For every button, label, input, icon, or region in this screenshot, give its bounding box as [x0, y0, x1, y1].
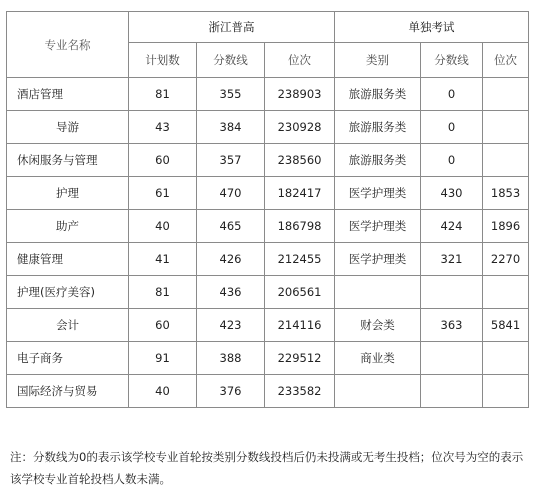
- exam-score-cell: [421, 276, 483, 309]
- plan-count-cell: 60: [129, 309, 197, 342]
- score-line-cell: 465: [197, 210, 265, 243]
- major-name-cell: 酒店管理: [7, 78, 129, 111]
- major-name-cell: 助产: [7, 210, 129, 243]
- plan-count-cell: 81: [129, 276, 197, 309]
- exam-rank-cell: 2270: [483, 243, 529, 276]
- exam-score-cell: 363: [421, 309, 483, 342]
- category-cell: 医学护理类: [335, 243, 421, 276]
- score-line-cell: 388: [197, 342, 265, 375]
- exam-rank-cell: 1896: [483, 210, 529, 243]
- exam-score-cell: 0: [421, 78, 483, 111]
- rank-cell: 229512: [265, 342, 335, 375]
- separate-exam-header: 单独考试: [335, 12, 529, 43]
- category-cell: 商业类: [335, 342, 421, 375]
- category-cell: 旅游服务类: [335, 78, 421, 111]
- category-cell: [335, 375, 421, 408]
- rank-cell: 238903: [265, 78, 335, 111]
- plan-count-cell: 41: [129, 243, 197, 276]
- rank-cell: 182417: [265, 177, 335, 210]
- exam-score-cell: 0: [421, 111, 483, 144]
- major-name-cell: 护理(医疗美容): [7, 276, 129, 309]
- plan-count-header: 计划数: [129, 43, 197, 78]
- plan-count-cell: 40: [129, 210, 197, 243]
- major-name-header: 专业名称: [7, 12, 129, 78]
- score-line-cell: 426: [197, 243, 265, 276]
- exam-rank-header: 位次: [483, 43, 529, 78]
- score-line-cell: 423: [197, 309, 265, 342]
- exam-rank-cell: [483, 375, 529, 408]
- table-row: [7, 111, 529, 144]
- category-header: 类别: [335, 43, 421, 78]
- score-line-cell: 436: [197, 276, 265, 309]
- plan-count-cell: 61: [129, 177, 197, 210]
- exam-rank-cell: 1853: [483, 177, 529, 210]
- footnote: 注：分数线为0的表示该学校专业首轮按类别分数线投档后仍未投满或无考生投档；位次号为空的表示该学校专业首轮投档人数未满。: [10, 450, 524, 486]
- score-line-header: 分数线: [197, 43, 265, 78]
- major-name-cell: 国际经济与贸易: [7, 375, 129, 408]
- exam-score-cell: 430: [421, 177, 483, 210]
- table-row: [7, 177, 529, 210]
- major-name-cell: 导游: [7, 111, 129, 144]
- table-row: [7, 78, 529, 111]
- category-cell: [335, 276, 421, 309]
- exam-rank-cell: 5841: [483, 309, 529, 342]
- rank-cell: 214116: [265, 309, 335, 342]
- plan-count-cell: 91: [129, 342, 197, 375]
- table-row: [7, 309, 529, 342]
- admission-table: [6, 11, 529, 408]
- rank-cell: 238560: [265, 144, 335, 177]
- exam-score-cell: 424: [421, 210, 483, 243]
- exam-rank-cell: [483, 78, 529, 111]
- zhejiang-general-header: 浙江普高: [129, 12, 335, 43]
- major-name-cell: 会计: [7, 309, 129, 342]
- exam-rank-cell: [483, 342, 529, 375]
- rank-cell: 186798: [265, 210, 335, 243]
- score-line-cell: 357: [197, 144, 265, 177]
- score-line-cell: 355: [197, 78, 265, 111]
- rank-cell: 206561: [265, 276, 335, 309]
- rank-cell: 212455: [265, 243, 335, 276]
- table-row: [7, 342, 529, 375]
- category-cell: 医学护理类: [335, 177, 421, 210]
- score-line-cell: 470: [197, 177, 265, 210]
- exam-rank-cell: [483, 111, 529, 144]
- rank-cell: 233582: [265, 375, 335, 408]
- category-cell: 旅游服务类: [335, 111, 421, 144]
- table-row: [7, 210, 529, 243]
- table-row: [7, 144, 529, 177]
- exam-score-cell: [421, 342, 483, 375]
- plan-count-cell: 81: [129, 78, 197, 111]
- rank-header: 位次: [265, 43, 335, 78]
- category-cell: 旅游服务类: [335, 144, 421, 177]
- rank-cell: 230928: [265, 111, 335, 144]
- exam-rank-cell: [483, 144, 529, 177]
- major-name-cell: 健康管理: [7, 243, 129, 276]
- category-cell: 财会类: [335, 309, 421, 342]
- exam-rank-cell: [483, 276, 529, 309]
- major-name-cell: 电子商务: [7, 342, 129, 375]
- exam-score-line-header: 分数线: [421, 43, 483, 78]
- plan-count-cell: 40: [129, 375, 197, 408]
- score-line-cell: 376: [197, 375, 265, 408]
- table-row: [7, 375, 529, 408]
- table-row: [7, 243, 529, 276]
- major-name-cell: 休闲服务与管理: [7, 144, 129, 177]
- exam-score-cell: 0: [421, 144, 483, 177]
- plan-count-cell: 43: [129, 111, 197, 144]
- major-name-cell: 护理: [7, 177, 129, 210]
- exam-score-cell: [421, 375, 483, 408]
- table-row: [7, 276, 529, 309]
- plan-count-cell: 60: [129, 144, 197, 177]
- score-line-cell: 384: [197, 111, 265, 144]
- exam-score-cell: 321: [421, 243, 483, 276]
- category-cell: 医学护理类: [335, 210, 421, 243]
